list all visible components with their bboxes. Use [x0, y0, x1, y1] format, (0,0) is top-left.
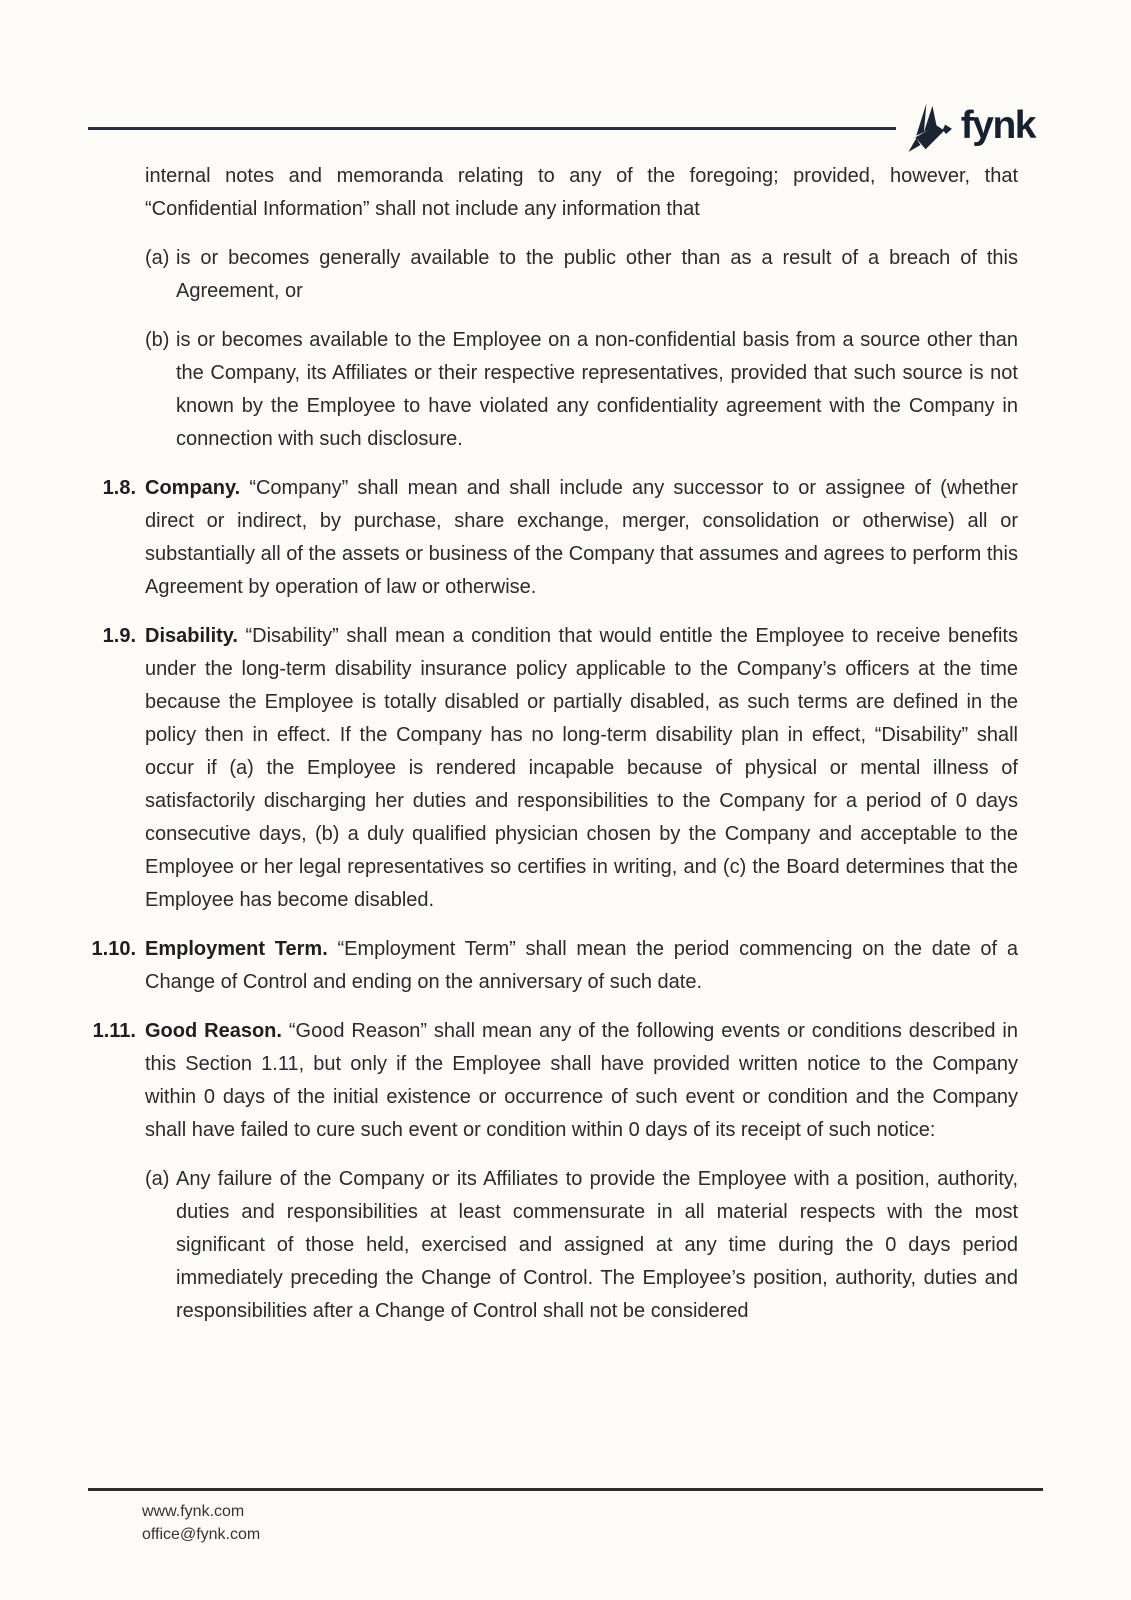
paragraph-intro: internal notes and memoranda relating to any of the foregoing; provided, however, that “Confidential Information” shall not include any information that [145, 165, 1018, 220]
section-number: 1.8. [102, 477, 136, 499]
list-item-text: Any failure of the Company or its Affiliates to provide the Employee with a position, authority, duties and responsibilities at least commensurate in all material respects with the most significant of those held, exercised and assigned at any time during the 0 days period immediately preceding the Change of Control. The Employee’s position, authority, duties and responsibilities after a Change of Control shall not be considered [176, 1168, 1018, 1322]
section-1-9 [102, 620, 1018, 917]
section-text: “Good Reason” shall mean any of the following events or conditions described in this Section 1.11, but only if the Employee shall have provided written notice to the Company within 0 days of the initial existence or occurrence of such event or condition and the Company shall have failed to cure such event or condition within 0 days of its receipt of such notice: [145, 1020, 1018, 1141]
origami-crane-icon [906, 102, 952, 154]
section-term: Disability. [145, 625, 238, 647]
section-text: “Disability” shall mean a condition that would entitle the Employee to receive benefits under the long-term disability insurance policy applicable to the Company’s officers at the time because the Employee is totally disabled or partially disabled, as such terms are defined in the policy then in effect. If the Company has no long-term disability plan in effect, “Disability” shall occur if (a) the Employee is rendered incapable because of physical or mental illness of satisfactorily discharging her duties and responsibilities to the Company for a period of 0 days consecutive days, (b) a duly qualified physician chosen by the Company and acceptable to the Employee or her legal representatives so certifies in writing, and (c) the Board determines that the Employee has become disabled. [145, 625, 1018, 911]
list-item-a-bottom [145, 1163, 1018, 1328]
section-term: Company. [145, 477, 241, 499]
footer-contact [142, 1500, 260, 1546]
document-body [91, 160, 1018, 1344]
section-number: 1.11. [92, 1020, 136, 1042]
list-item-label: (a) [145, 1168, 170, 1190]
list-item-a-top [145, 242, 1018, 308]
footer-divider [88, 1488, 1043, 1491]
section-term: Good Reason. [145, 1020, 282, 1042]
brand-wordmark: fynk [960, 103, 1035, 147]
list-item-text: is or becomes generally available to the public other than as a result of a breach of this Agreement, or [176, 247, 1018, 302]
header-divider [88, 127, 896, 130]
section-text: “Company” shall mean and shall include any successor to or assignee of (whether direct or indirect, by purchase, share exchange, merger, consolidation or otherwise) all or substantially all of the assets or business of the Company that assumes and agrees to perform this Agreement by operation of law or otherwise. [145, 477, 1018, 598]
section-number: 1.10. [91, 938, 136, 960]
section-term: Employment Term. [145, 938, 328, 960]
section-number: 1.9. [102, 625, 136, 647]
list-item-label: (a) [145, 247, 170, 269]
list-item-b-top [145, 324, 1018, 456]
section-text: “Employment Term” shall mean the period commencing on the date of a Change of Control and ending on the anniversary of such date. [145, 938, 1018, 993]
footer-email: office@fynk.com [142, 1526, 261, 1543]
fynk-logo [906, 100, 1035, 156]
section-1-10 [91, 933, 1018, 999]
list-item-label: (b) [145, 329, 170, 351]
section-1-8 [102, 472, 1018, 604]
section-1-11 [92, 1015, 1018, 1147]
footer-website: www.fynk.com [142, 1503, 245, 1520]
list-item-text: is or becomes available to the Employee on a non-confidential basis from a source other than the Company, its Affiliates or their respective representatives, provided that such source is not known by the Employee to have violated any confidentiality agreement with the Company in connection with such disclosure. [176, 329, 1018, 450]
